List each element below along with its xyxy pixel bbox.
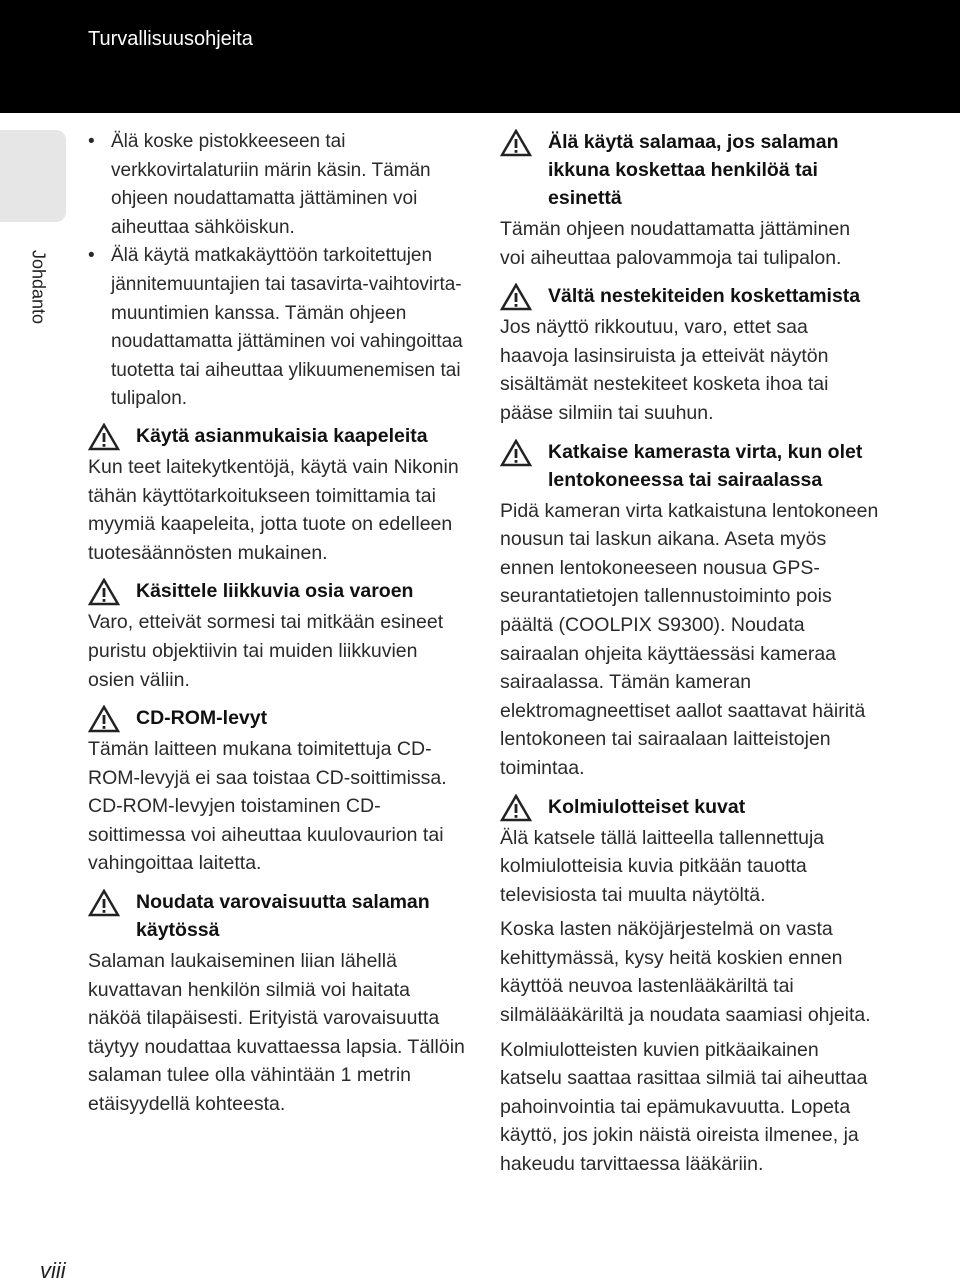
section-body: Koska lasten näköjärjestelmä on vasta kehittymässä, kysy heitä koskien ennen käyttöä neuvoa lastenlääkäriltä tai silmälääkäriltä ja noudata saamiasi ohjeita. (500, 918, 871, 1027)
section-body: Tämän laitteen mukana toimitettuja CD-ROM-levyjä ei saa toistaa CD-soittimissa. CD-ROM-levyjen toistaminen CD-soittimessa voi aiheuttaa kuulovaurion tai vahingoittaa laitetta. (88, 738, 447, 875)
section-body: Tämän ohjeen noudattamatta jättäminen voi aiheuttaa palovammoja tai tulipalon. (500, 218, 851, 269)
page-header (0, 0, 960, 113)
section-body: Kolmiulotteisten kuvien pitkäaikainen katselu saattaa rasittaa silmiä tai aiheuttaa pahoinvointia tai epämukavuutta. Lopeta käyttö, jos jokin näistä oireista ilmenee, ja hakeudu tarvittaessa lääkäriin. (500, 1038, 868, 1176)
side-tab-label (28, 249, 49, 325)
left-column (88, 128, 466, 1129)
section-heading (88, 577, 466, 605)
section-title: Älä käytä salamaa, jos salaman ikkuna koskettaa henkilöä tai esinettä (548, 131, 839, 209)
warning-triangle-icon (500, 794, 532, 822)
warning-section (500, 793, 880, 1179)
section-title: CD-ROM-levyt (136, 707, 268, 730)
warning-section (88, 422, 466, 567)
section-title: Vältä nestekiteiden koskettamista (548, 285, 861, 308)
warning-section (88, 577, 466, 694)
section-body: Salaman laukaiseminen liian lähellä kuvattavan henkilön silmiä voi haitata näköä tilapäisesti. Erityistä varovaisuutta täytyy noudattaa kuvattaessa lapsia. Tällöin salaman tulee olla vähintään 1 metrin etäisyydellä kohteesta. (88, 950, 465, 1116)
section-heading (500, 438, 880, 494)
page-number: viii (40, 1258, 66, 1283)
section-title: Katkaise kamerasta virta, kun olet lentokoneessa tai sairaalassa (548, 440, 863, 491)
bullet-list (88, 128, 466, 414)
side-tab-marker (0, 130, 66, 222)
warning-section (88, 704, 466, 878)
warning-triangle-icon (88, 889, 120, 917)
warning-section (500, 438, 880, 783)
section-heading (500, 128, 880, 212)
section-heading (500, 793, 880, 821)
section-title: Käytä asianmukaisia kaapeleita (136, 424, 428, 447)
section-heading (88, 422, 466, 450)
warning-triangle-icon (500, 129, 532, 157)
section-title: Noudata varovaisuutta salaman käytössä (136, 891, 430, 942)
warning-triangle-icon (500, 439, 532, 467)
warning-section (88, 888, 466, 1119)
warning-section (500, 282, 880, 427)
warning-triangle-icon (500, 283, 532, 311)
warning-triangle-icon (88, 578, 120, 606)
header-title: Turvallisuusohjeita (88, 28, 253, 50)
side-tab-text: Johdanto (28, 249, 49, 325)
warning-triangle-icon (88, 705, 120, 733)
section-body: Pidä kameran virta katkaistuna lentokoneen nousun tai laskun aikana. Aseta myös ennen lentokoneeseen nousua GPS-seurantatietojen tallennustoiminto pois päältä (COOLPIX S9300). Noudata sairaalan ohjeita käyttäessäsi kameraa sairaalassa. Tämän kameran elektromagneettiset aallot saattavat häiritä lentokoneen tai sairaalaan laitteistojen toimintaa. (500, 499, 879, 779)
right-column (500, 128, 880, 1189)
section-body: Varo, etteivät sormesi tai mitkään esineet puristu objektiivin tai muiden liikkuvien osien väliin. (88, 611, 444, 691)
section-heading (88, 704, 466, 732)
section-title: Kolmiulotteiset kuvat (548, 795, 746, 818)
section-body: Älä katsele tällä laitteella tallennettuja kolmiulotteisia kuvia pitkään tauotta televisiosta tai muulta näytöltä. (500, 826, 825, 906)
warning-section (500, 128, 880, 272)
section-body: Kun teet laitekytkentöjä, käytä vain Nikonin tähän käyttötarkoitukseen toimittamia tai myymiä kaapeleita, jotta tuote on edelleen tuotesäännösten mukainen. (88, 455, 459, 564)
warning-triangle-icon (88, 423, 120, 451)
section-heading (88, 888, 466, 944)
list-item: • Älä käytä matkakäyttöön tarkoitettujen jännitemuuntajien tai tasavirta-vaihtovirta-muuntimien kanssa. Tämän ohjeen noudattamatta jättäminen voi vahingoittaa tuotetta tai aiheuttaa ylikuumenemisen tai tulipalon. (88, 242, 466, 414)
section-title: Käsittele liikkuvia osia varoen (136, 580, 414, 603)
section-heading (500, 282, 880, 310)
section-body: Jos näyttö rikkoutuu, varo, ettet saa haavoja lasinsiruista ja etteivät näytön sisältämät nestekiteet kosketa ihoa tai pääse silmiin tai suuhun. (500, 316, 829, 424)
list-item: • Älä koske pistokkeeseen tai verkkovirtalaturiin märin käsin. Tämän ohjeen noudattamatta jättäminen voi aiheuttaa sähköiskun. (88, 128, 466, 242)
